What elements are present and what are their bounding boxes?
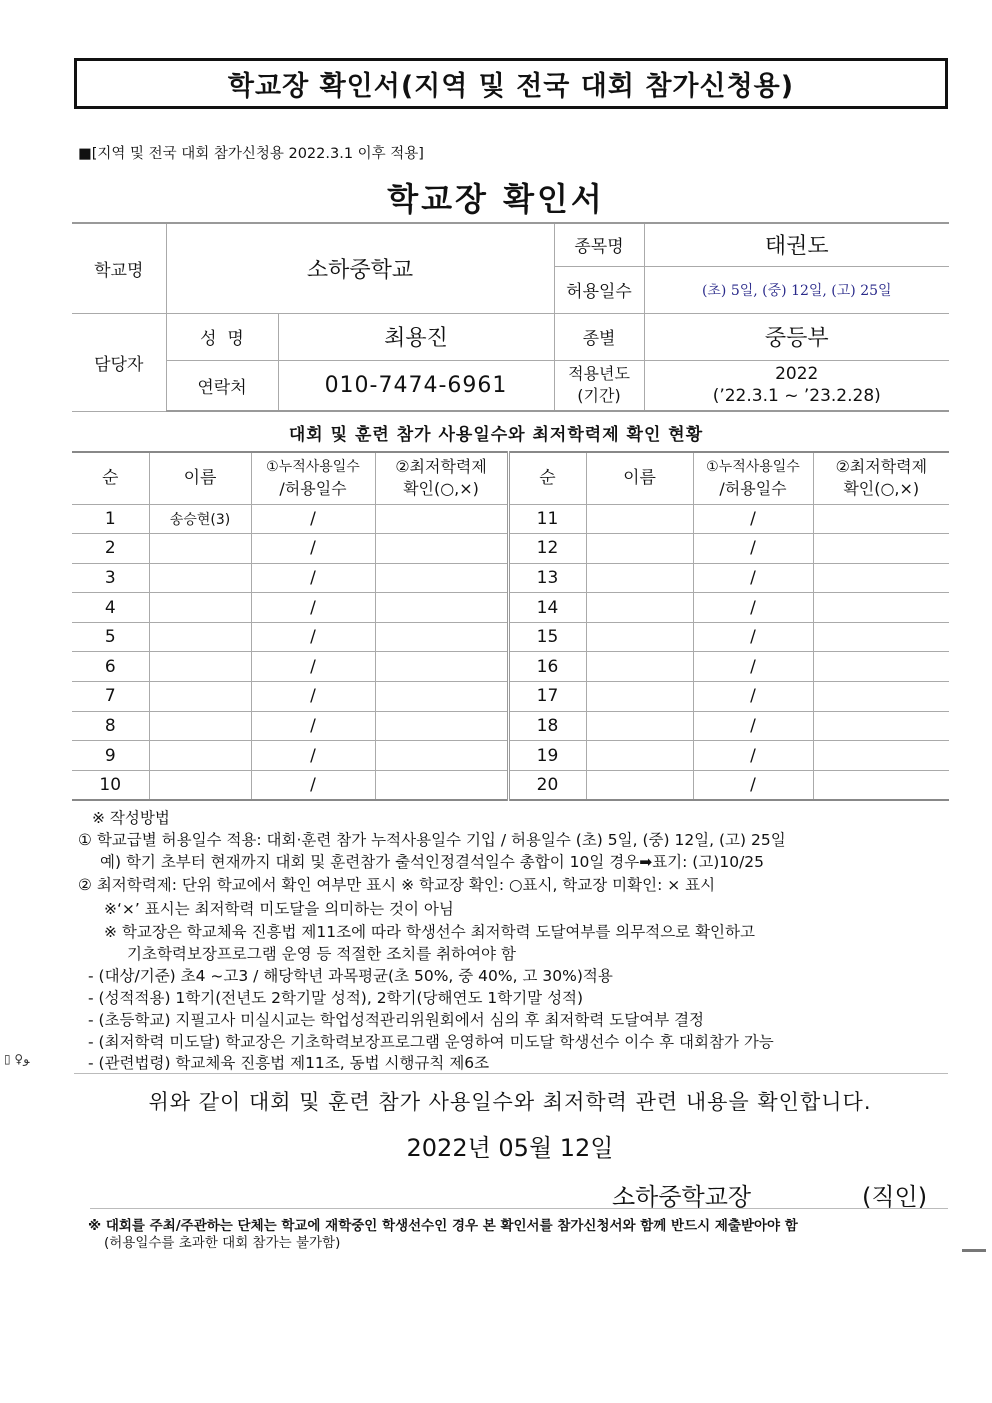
table-row <box>72 711 949 741</box>
row-days-right: / <box>693 682 813 712</box>
row-name-right <box>586 504 693 534</box>
col-min-right-line1: ②최저학력제 <box>835 457 928 477</box>
usage-table <box>72 451 949 801</box>
footnote-line-2: (허용일수를 초과한 대회 참가는 불가함) <box>104 1235 341 1251</box>
row-days-right: / <box>693 563 813 593</box>
table-row <box>72 593 949 623</box>
method-line-9: - (초등학교) 지필고사 미실시교는 학업성적관리위원회에서 심의 후 최저학력 도달여부 결정 <box>88 1011 705 1029</box>
row-min <box>375 622 508 652</box>
method-line-2: 예) 학기 초부터 현재까지 대회 및 훈련참가 출석인정결석일수 총합이 10일 경우➡표기: (고)10/25 <box>100 853 765 871</box>
table-row <box>72 504 949 534</box>
seal-mark: (직인) <box>862 1183 928 1211</box>
row-name <box>149 711 251 741</box>
row-min <box>375 534 508 564</box>
table-row <box>72 652 949 682</box>
col-name-header-right: 이름 <box>586 452 693 504</box>
category-label: 종별 <box>554 313 644 360</box>
row-name: 송승현(3) <box>149 504 251 534</box>
section-title: 대회 및 훈련 참가 사용일수와 최저학력제 확인 현황 <box>288 425 704 445</box>
table-row <box>72 534 949 564</box>
year-value-line1: 2022 <box>775 364 819 385</box>
row-no-right: 20 <box>508 770 586 800</box>
col-name-header: 이름 <box>149 452 251 504</box>
row-name <box>149 770 251 800</box>
col-days-right-line1: ①누적사용일수 <box>706 459 800 476</box>
row-name-right <box>586 741 693 771</box>
row-days: / <box>251 682 375 712</box>
year-value-line2: (’22.3.1 ~ ’23.2.28) <box>712 386 881 407</box>
closing-statement: 위와 같이 대회 및 훈련 참가 사용일수와 최저학력 관련 내용을 확인합니다. <box>148 1090 872 1114</box>
row-no: 8 <box>72 711 149 741</box>
method-line-7: - (대상/기준) 초4 ~고3 / 해당학년 과목평균(초 50%, 중 40%, 고 30%)적용 <box>88 967 613 985</box>
col-days-right-line2: /허용일수 <box>719 479 787 499</box>
row-no: 9 <box>72 741 149 771</box>
table-row <box>72 622 949 652</box>
row-name <box>149 563 251 593</box>
row-name-right <box>586 622 693 652</box>
row-days-right: / <box>693 504 813 534</box>
year-label <box>554 360 644 411</box>
row-no-right: 18 <box>508 711 586 741</box>
row-min-right <box>813 622 949 652</box>
method-line-3: ② 최저학력제: 단위 학교에서 확인 여부만 표시 ※ 학교장 확인: ○표시, 학교장 미확인: × 표시 <box>78 876 716 894</box>
row-days: / <box>251 593 375 623</box>
row-no-right: 11 <box>508 504 586 534</box>
row-min-right <box>813 534 949 564</box>
col-days-header <box>251 452 375 504</box>
row-no-right: 16 <box>508 652 586 682</box>
col-min-right-line2: 확인(○,×) <box>843 479 920 499</box>
row-name <box>149 534 251 564</box>
row-days: / <box>251 504 375 534</box>
method-line-1: ① 학교급별 허용일수 적용: 대회·훈련 참가 누적사용일수 기입 / 허용일수 (초) 5일, (중) 12일, (고) 25일 <box>78 831 786 849</box>
main-title: 학교장 확인서 <box>387 180 605 218</box>
row-no: 7 <box>72 682 149 712</box>
row-name <box>149 741 251 771</box>
row-name-right <box>586 534 693 564</box>
row-no-right: 13 <box>508 563 586 593</box>
row-min <box>375 770 508 800</box>
row-days-right: / <box>693 770 813 800</box>
days-label: 허용일수 <box>554 266 644 313</box>
row-no: 4 <box>72 593 149 623</box>
col-min-header <box>375 452 508 504</box>
row-min <box>375 593 508 623</box>
document-title-box <box>74 58 948 109</box>
row-min-right <box>813 504 949 534</box>
row-min <box>375 563 508 593</box>
row-name <box>149 593 251 623</box>
row-min-right <box>813 652 949 682</box>
year-label-line2: (기간) <box>577 386 621 406</box>
col-days-header-right <box>693 452 813 504</box>
table-row <box>72 682 949 712</box>
contact-label: 연락처 <box>166 360 278 411</box>
manager-label: 담당자 <box>72 313 166 411</box>
row-min <box>375 711 508 741</box>
event-value: 태권도 <box>644 223 949 266</box>
row-min-right <box>813 770 949 800</box>
year-label-line1: 적용년도 <box>568 364 630 384</box>
row-name-right <box>586 682 693 712</box>
row-name <box>149 622 251 652</box>
method-line-6: 기초학력보장프로그램 운영 등 적절한 조치를 취하여야 함 <box>127 945 516 963</box>
row-min <box>375 682 508 712</box>
method-line-11: - (관련법령) 학교체육 진흥법 제11조, 동법 시행규칙 제6조 <box>88 1054 490 1072</box>
contact-value: 010-7474-6961 <box>278 360 554 411</box>
row-no: 2 <box>72 534 149 564</box>
event-label: 종목명 <box>554 223 644 266</box>
name-label: 성 명 <box>166 313 278 360</box>
method-line-4: ※‘×’ 표시는 최저학력 미도달을 의미하는 것이 아님 <box>104 900 454 918</box>
row-days-right: / <box>693 622 813 652</box>
table-row <box>72 741 949 771</box>
row-min <box>375 741 508 771</box>
col-days-line2: /허용일수 <box>279 479 347 499</box>
table-row <box>72 770 949 800</box>
row-days: / <box>251 652 375 682</box>
row-days: / <box>251 741 375 771</box>
row-name <box>149 682 251 712</box>
col-days-line1: ①누적사용일수 <box>266 459 360 476</box>
row-min-right <box>813 741 949 771</box>
days-value: (초) 5일, (중) 12일, (고) 25일 <box>644 266 949 313</box>
row-min-right <box>813 711 949 741</box>
col-min-line1: ②최저학력제 <box>395 457 487 477</box>
principal-name: 소하중학교장 <box>612 1183 752 1211</box>
school-label: 학교명 <box>72 223 166 313</box>
method-line-5: ※ 학교장은 학교체육 진흥법 제11조에 따라 학생선수 최저학력 도달여부를 의무적으로 확인하고 <box>104 923 755 941</box>
page-edge-mark <box>962 1249 986 1252</box>
info-table <box>72 222 949 412</box>
year-value <box>644 360 949 411</box>
col-min-header-right <box>813 452 949 504</box>
row-no-right: 19 <box>508 741 586 771</box>
row-no: 5 <box>72 622 149 652</box>
row-no: 6 <box>72 652 149 682</box>
row-days: / <box>251 711 375 741</box>
footer-divider <box>90 1208 948 1209</box>
row-name-right <box>586 593 693 623</box>
row-days: / <box>251 622 375 652</box>
footnote-line-1: ※ 대회를 주최/주관하는 단체는 학교에 재학중인 학생선수인 경우 본 확인서를 참가신청서와 함께 반드시 제출받아야 함 <box>88 1218 798 1234</box>
name-value: 최용진 <box>278 313 554 360</box>
section-divider <box>74 1073 948 1074</box>
stray-mark: ▯ ♀ﻮ <box>4 1052 30 1066</box>
row-name <box>149 652 251 682</box>
row-name-right <box>586 563 693 593</box>
school-value: 소하중학교 <box>166 223 554 313</box>
row-min-right <box>813 682 949 712</box>
row-days-right: / <box>693 593 813 623</box>
col-no-header-right: 순 <box>508 452 586 504</box>
row-days: / <box>251 563 375 593</box>
row-min-right <box>813 593 949 623</box>
row-no-right: 12 <box>508 534 586 564</box>
row-no: 10 <box>72 770 149 800</box>
row-name-right <box>586 711 693 741</box>
row-days-right: / <box>693 534 813 564</box>
row-name-right <box>586 652 693 682</box>
row-min-right <box>813 563 949 593</box>
row-days-right: / <box>693 711 813 741</box>
application-note: ■[지역 및 전국 대회 참가신청용 2022.3.1 이후 적용] <box>78 146 424 162</box>
col-min-line2: 확인(○,×) <box>403 479 479 499</box>
col-no-header: 순 <box>72 452 149 504</box>
table-row <box>72 563 949 593</box>
method-line-8: - (성적적용) 1학기(전년도 2학기말 성적), 2학기(당해연도 1학기말 성적) <box>88 989 584 1007</box>
row-days: / <box>251 534 375 564</box>
method-line-10: - (최저학력 미도달) 학교장은 기초학력보장프로그램 운영하여 미도달 학생선수 이수 후 대회참가 가능 <box>88 1033 774 1051</box>
issue-date: 2022년 05월 12일 <box>406 1134 614 1162</box>
row-no-right: 15 <box>508 622 586 652</box>
method-heading: ※ 작성방법 <box>92 809 170 827</box>
row-no: 3 <box>72 563 149 593</box>
category-value: 중등부 <box>644 313 949 360</box>
usage-table-body <box>72 504 949 800</box>
row-min <box>375 652 508 682</box>
row-name-right <box>586 770 693 800</box>
row-days-right: / <box>693 652 813 682</box>
document-title: 학교장 확인서(지역 및 전국 대회 참가신청용) <box>227 71 795 102</box>
row-days: / <box>251 770 375 800</box>
row-no-right: 14 <box>508 593 586 623</box>
row-no-right: 17 <box>508 682 586 712</box>
row-days-right: / <box>693 741 813 771</box>
row-min <box>375 504 508 534</box>
row-no: 1 <box>72 504 149 534</box>
